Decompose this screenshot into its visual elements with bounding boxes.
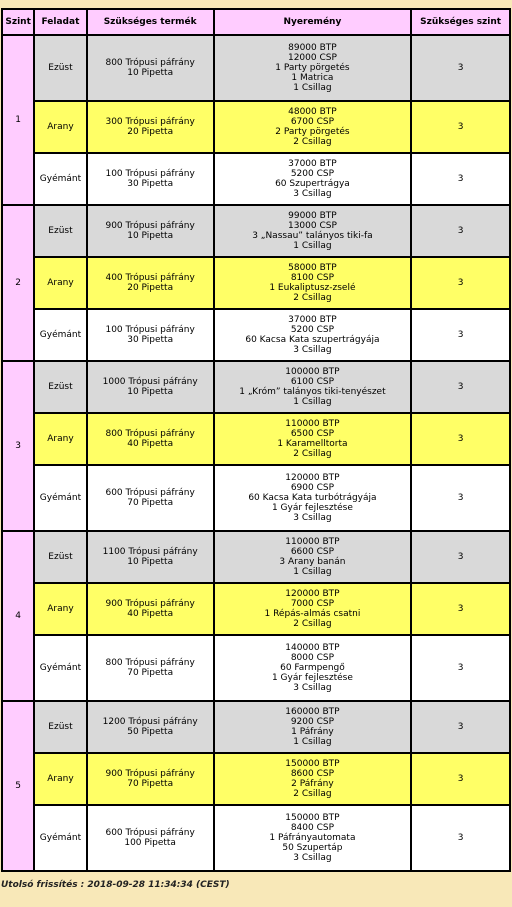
reward-line: 8400 CSP — [290, 823, 335, 833]
required-level-cell: 3 — [411, 413, 510, 465]
required-level-cell: 3 — [411, 257, 510, 309]
reward-line: 37000 BTP — [288, 159, 337, 169]
product-line: 70 Pipetta — [127, 668, 174, 678]
task-type-cell: Ezüst — [34, 531, 86, 583]
header-szukseges-termek: Szükséges termék — [87, 9, 214, 35]
reward-line: 6700 CSP — [290, 117, 335, 127]
rewards-cell — [214, 583, 412, 635]
product-line: 1200 Trópusi páfrány — [102, 717, 198, 727]
required-level-cell: 3 — [411, 361, 510, 413]
task-type-cell: Arany — [34, 753, 86, 805]
required-products-cell — [87, 257, 214, 309]
required-products-cell — [87, 583, 214, 635]
reward-line: 1 Páfrány — [291, 727, 334, 737]
required-products-cell — [87, 805, 214, 871]
reward-line: 1 Csillag — [293, 397, 332, 407]
rewards-cell — [214, 205, 412, 257]
reward-line: 1 Répás-almás csatni — [264, 609, 361, 619]
reward-line: 60 Szupertrágya — [275, 179, 350, 189]
product-line: 10 Pipetta — [127, 68, 174, 78]
product-line: 300 Trópusi páfrány — [105, 117, 195, 127]
reward-line: 8000 CSP — [290, 653, 335, 663]
required-products-cell — [87, 153, 214, 205]
table-row — [2, 205, 510, 257]
reward-line: 3 Csillag — [293, 513, 332, 523]
reward-line: 110000 BTP — [285, 537, 340, 547]
task-type-cell: Arany — [34, 257, 86, 309]
reward-line: 60 Kacsa Kata szupertrágyája — [245, 335, 380, 345]
product-line: 100 Trópusi páfrány — [105, 325, 195, 335]
rewards-cell — [214, 701, 412, 753]
rewards-cell — [214, 153, 412, 205]
table-row — [2, 153, 510, 205]
reward-line: 1 Party pörgetés — [275, 63, 350, 73]
required-level-cell: 3 — [411, 805, 510, 871]
reward-line: 5200 CSP — [290, 325, 335, 335]
table-row — [2, 309, 510, 361]
task-type-cell: Ezüst — [34, 361, 86, 413]
required-level-cell: 3 — [411, 531, 510, 583]
task-type-cell: Ezüst — [34, 701, 86, 753]
rewards-cell — [214, 309, 412, 361]
table-row — [2, 465, 510, 531]
product-line: 40 Pipetta — [127, 439, 174, 449]
reward-line: 1 Eukaliptusz-zselé — [269, 283, 356, 293]
reward-line: 110000 BTP — [285, 419, 340, 429]
reward-line: 6500 CSP — [290, 429, 335, 439]
rewards-cell — [214, 805, 412, 871]
table-header — [2, 9, 510, 35]
level-cell: 1 — [2, 35, 34, 205]
table-row — [2, 583, 510, 635]
required-products-cell — [87, 531, 214, 583]
required-products-cell — [87, 753, 214, 805]
reward-line: 160000 BTP — [285, 707, 340, 717]
task-type-cell: Arany — [34, 413, 86, 465]
product-line: 20 Pipetta — [127, 283, 174, 293]
product-line: 30 Pipetta — [127, 179, 174, 189]
reward-line: 2 Csillag — [293, 449, 332, 459]
rewards-cell — [214, 753, 412, 805]
task-type-cell: Gyémánt — [34, 153, 86, 205]
reward-line: 3 Csillag — [293, 853, 332, 863]
required-level-cell: 3 — [411, 701, 510, 753]
reward-line: 8100 CSP — [290, 273, 335, 283]
last-updated: Utolsó frissítés : 2018-09-28 11:34:34 (CEST) — [1, 880, 230, 890]
reward-line: 1 Csillag — [293, 737, 332, 747]
level-cell: 2 — [2, 205, 34, 361]
product-line: 400 Trópusi páfrány — [105, 273, 195, 283]
reward-line: 1 Karamelltorta — [277, 439, 348, 449]
required-level-cell: 3 — [411, 635, 510, 701]
reward-line: 2 Csillag — [293, 619, 332, 629]
required-products-cell — [87, 465, 214, 531]
table-row — [2, 413, 510, 465]
required-level-cell: 3 — [411, 465, 510, 531]
table-row — [2, 101, 510, 153]
product-line: 50 Pipetta — [127, 727, 174, 737]
reward-line: 1 Csillag — [293, 83, 332, 93]
product-line: 1100 Trópusi páfrány — [102, 547, 198, 557]
level-cell: 4 — [2, 531, 34, 701]
table-row — [2, 753, 510, 805]
level-cell: 5 — [2, 701, 34, 871]
header-szint: Szint — [2, 9, 34, 35]
product-line: 900 Trópusi páfrány — [105, 769, 195, 779]
reward-line: 8600 CSP — [290, 769, 335, 779]
task-type-cell: Gyémánt — [34, 635, 86, 701]
table-body — [2, 35, 510, 871]
task-type-cell: Gyémánt — [34, 805, 86, 871]
product-line: 100 Trópusi páfrány — [105, 169, 195, 179]
reward-line: 100000 BTP — [285, 367, 340, 377]
required-level-cell: 3 — [411, 205, 510, 257]
product-line: 20 Pipetta — [127, 127, 174, 137]
reward-line: 150000 BTP — [285, 759, 340, 769]
reward-line: 3 Csillag — [293, 683, 332, 693]
level-cell: 3 — [2, 361, 34, 531]
required-products-cell — [87, 361, 214, 413]
reward-line: 6600 CSP — [290, 547, 335, 557]
task-type-cell: Gyémánt — [34, 465, 86, 531]
product-line: 40 Pipetta — [127, 609, 174, 619]
reward-line: 99000 BTP — [288, 211, 337, 221]
required-products-cell — [87, 701, 214, 753]
product-line: 10 Pipetta — [127, 557, 174, 567]
required-level-cell: 3 — [411, 153, 510, 205]
table-row — [2, 531, 510, 583]
product-line: 70 Pipetta — [127, 498, 174, 508]
required-products-cell — [87, 205, 214, 257]
reward-line: 3 Arany banán — [279, 557, 346, 567]
required-level-cell: 3 — [411, 309, 510, 361]
task-table — [1, 8, 511, 872]
reward-line: 5200 CSP — [290, 169, 335, 179]
table-row — [2, 635, 510, 701]
task-type-cell: Gyémánt — [34, 309, 86, 361]
reward-line: 50 Szupertáp — [282, 843, 343, 853]
reward-line: 1 Gyár fejlesztése — [271, 503, 353, 513]
rewards-cell — [214, 361, 412, 413]
reward-line: 2 Páfrány — [291, 779, 334, 789]
product-line: 800 Trópusi páfrány — [105, 58, 195, 68]
reward-line: 1 „Króm” talányos tiki-tenyészet — [239, 387, 386, 397]
rewards-cell — [214, 35, 412, 101]
required-products-cell — [87, 309, 214, 361]
rewards-cell — [214, 465, 412, 531]
reward-line: 3 Csillag — [293, 189, 332, 199]
required-level-cell: 3 — [411, 583, 510, 635]
reward-line: 1 Gyár fejlesztése — [271, 673, 353, 683]
product-line: 1000 Trópusi páfrány — [102, 377, 198, 387]
reward-line: 58000 BTP — [288, 263, 337, 273]
reward-line: 3 Csillag — [293, 345, 332, 355]
reward-line: 140000 BTP — [285, 643, 340, 653]
product-line: 70 Pipetta — [127, 779, 174, 789]
reward-line: 6100 CSP — [290, 377, 335, 387]
reward-line: 7000 CSP — [290, 599, 335, 609]
rewards-cell — [214, 257, 412, 309]
reward-line: 13000 CSP — [287, 221, 337, 231]
task-type-cell: Ezüst — [34, 205, 86, 257]
product-line: 600 Trópusi páfrány — [105, 488, 195, 498]
reward-line: 2 Party pörgetés — [275, 127, 350, 137]
product-line: 800 Trópusi páfrány — [105, 658, 195, 668]
table-row — [2, 361, 510, 413]
product-line: 30 Pipetta — [127, 335, 174, 345]
reward-line: 1 Páfrányautomata — [269, 833, 356, 843]
reward-line: 1 Csillag — [293, 241, 332, 251]
task-type-cell: Arany — [34, 583, 86, 635]
task-type-cell: Ezüst — [34, 35, 86, 101]
reward-line: 6900 CSP — [290, 483, 335, 493]
table-row — [2, 701, 510, 753]
reward-line: 150000 BTP — [285, 813, 340, 823]
reward-line: 48000 BTP — [288, 107, 337, 117]
product-line: 800 Trópusi páfrány — [105, 429, 195, 439]
product-line: 100 Pipetta — [124, 838, 176, 848]
product-line: 900 Trópusi páfrány — [105, 599, 195, 609]
product-line: 10 Pipetta — [127, 387, 174, 397]
task-type-cell: Arany — [34, 101, 86, 153]
required-level-cell: 3 — [411, 101, 510, 153]
reward-line: 2 Csillag — [293, 137, 332, 147]
required-level-cell: 3 — [411, 753, 510, 805]
table-row — [2, 35, 510, 101]
rewards-cell — [214, 413, 412, 465]
table-row — [2, 257, 510, 309]
product-line: 10 Pipetta — [127, 231, 174, 241]
product-line: 600 Trópusi páfrány — [105, 828, 195, 838]
reward-line: 89000 BTP — [288, 43, 337, 53]
reward-line: 37000 BTP — [288, 315, 337, 325]
required-products-cell — [87, 101, 214, 153]
required-products-cell — [87, 413, 214, 465]
reward-line: 3 „Nassau” talányos tiki-fa — [252, 231, 373, 241]
reward-line: 120000 BTP — [285, 473, 340, 483]
reward-line: 60 Farmpengő — [280, 663, 345, 673]
rewards-cell — [214, 635, 412, 701]
rewards-cell — [214, 531, 412, 583]
reward-line: 2 Csillag — [293, 789, 332, 799]
required-products-cell — [87, 635, 214, 701]
header-feladat: Feladat — [34, 9, 86, 35]
product-line: 900 Trópusi páfrány — [105, 221, 195, 231]
reward-line: 1 Csillag — [293, 567, 332, 577]
reward-line: 9200 CSP — [290, 717, 335, 727]
reward-line: 12000 CSP — [287, 53, 337, 63]
header-nyeremeny: Nyeremény — [214, 9, 412, 35]
reward-line: 60 Kacsa Kata turbótrágyája — [248, 493, 377, 503]
reward-line: 1 Matrica — [291, 73, 334, 83]
header-szukseges-szint: Szükséges szint — [411, 9, 510, 35]
table-row — [2, 805, 510, 871]
rewards-cell — [214, 101, 412, 153]
required-level-cell: 3 — [411, 35, 510, 101]
reward-line: 120000 BTP — [285, 589, 340, 599]
required-products-cell — [87, 35, 214, 101]
reward-line: 2 Csillag — [293, 293, 332, 303]
